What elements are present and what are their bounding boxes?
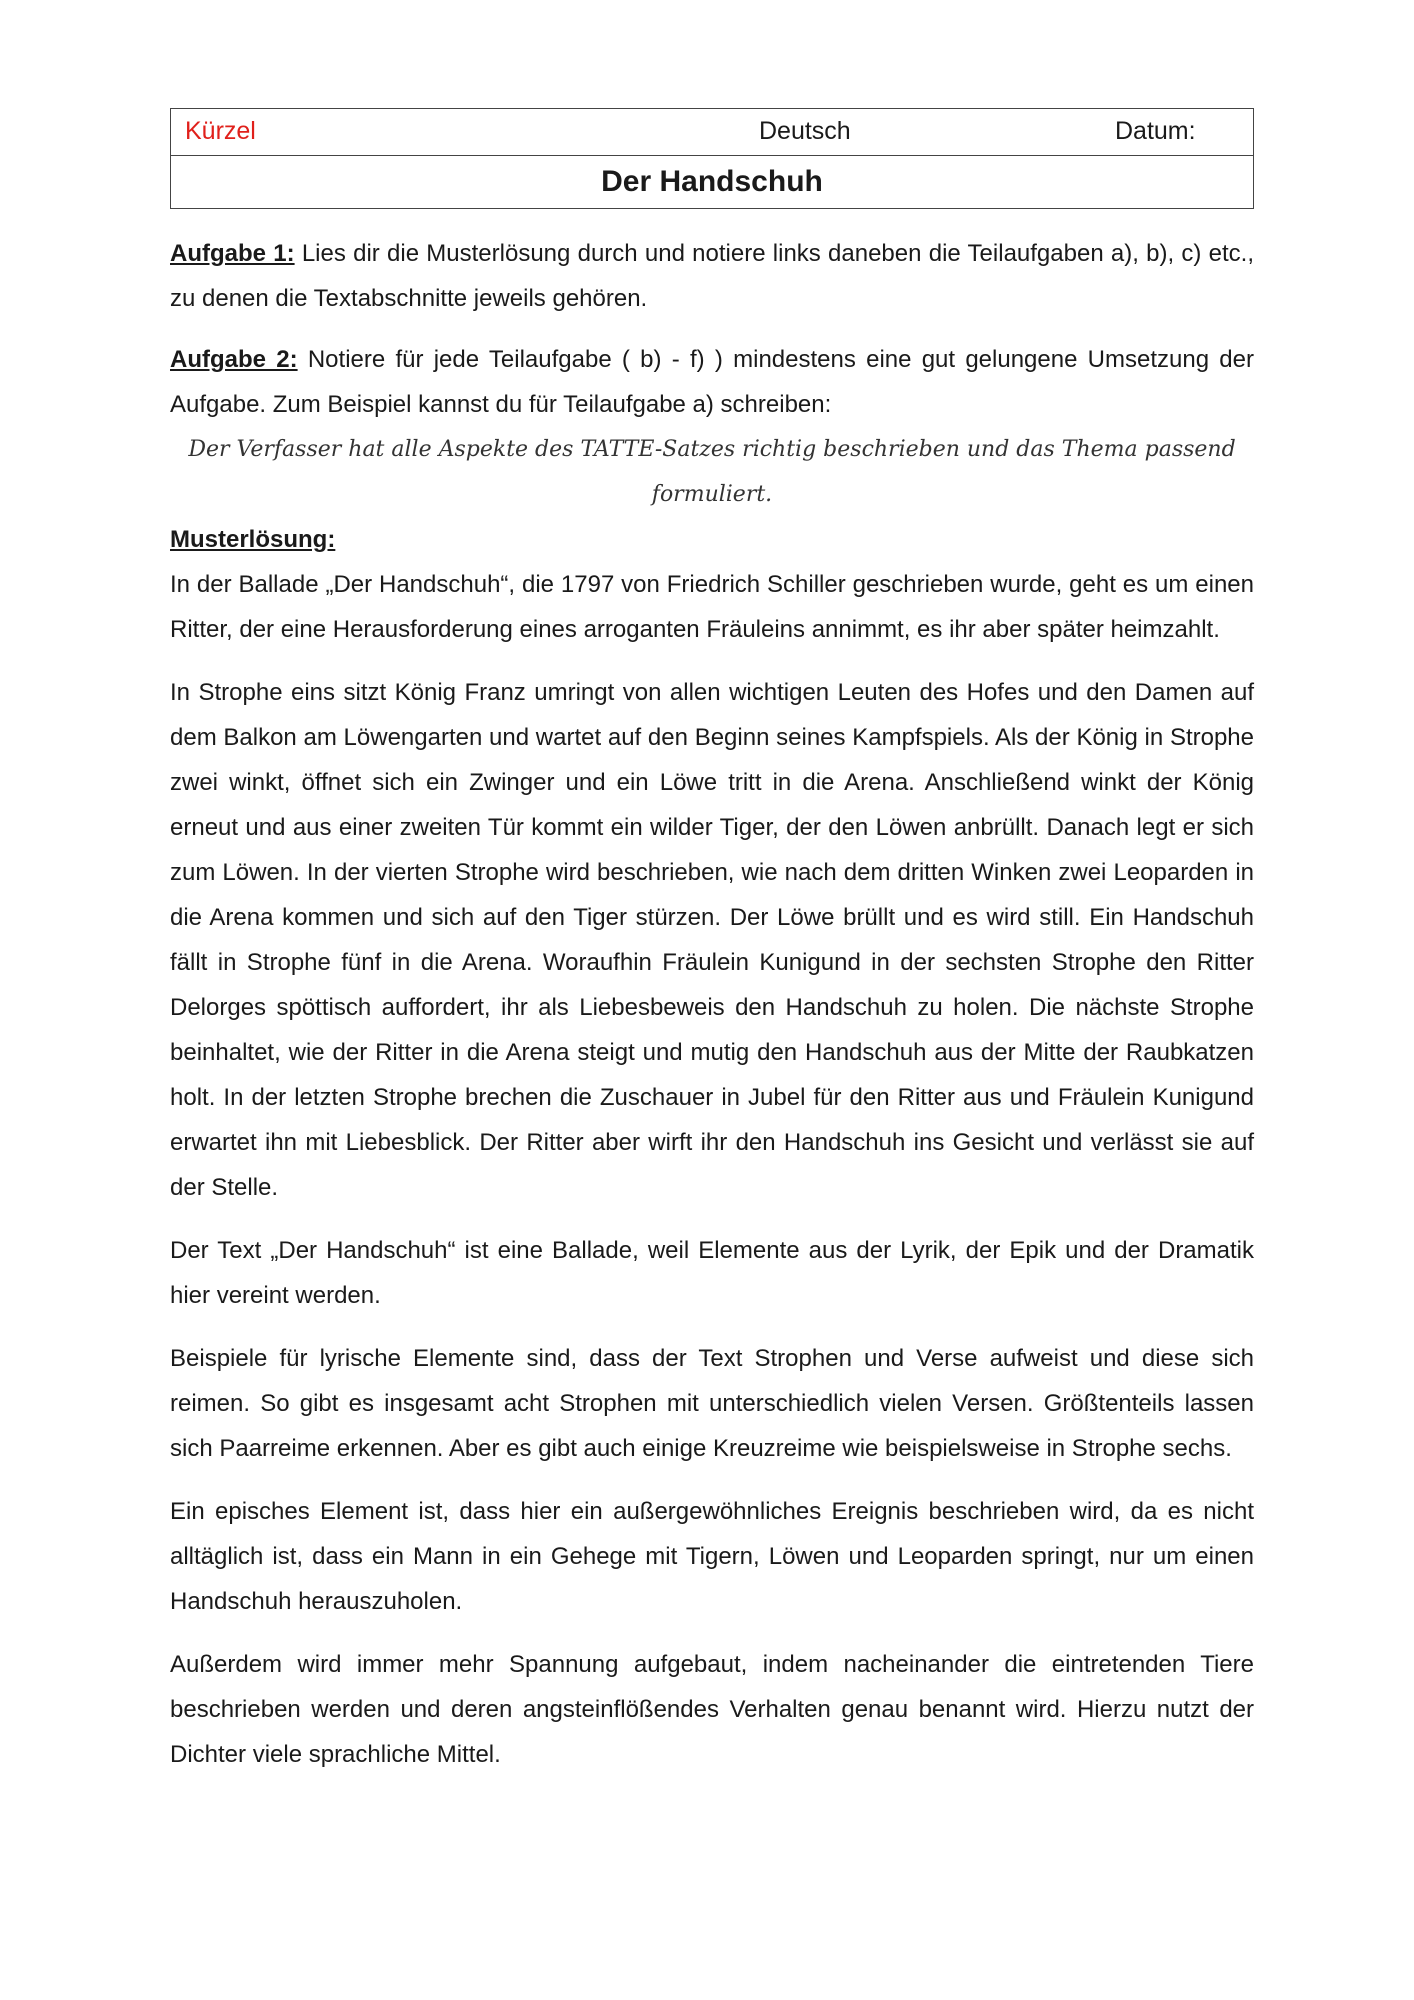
header-info-row (171, 109, 1254, 156)
solution-heading: Musterlösung: (170, 526, 336, 553)
document-title: Der Handschuh (171, 156, 1254, 209)
header-table (170, 108, 1254, 209)
example-answer: Der Verfasser hat alle Aspekte des TATTE-Satzes richtig beschrieben und das Thema passend formuliert. (188, 437, 1236, 507)
task-2 (170, 337, 1254, 427)
task-1-text: Lies dir die Musterlösung durch und notiere links daneben die Teilaufgaben a), b), c) etc., zu denen die Textabschnitte jeweils gehören. (170, 240, 1254, 312)
task-2-text: Notiere für jede Teilaufgabe ( b) - f) ) mindestens eine gut gelungene Umsetzung der Aufgabe. Zum Beispiel kannst du für Teilaufgabe a) schreiben: (170, 346, 1254, 418)
task-1 (170, 231, 1254, 321)
solution-paragraph-tension: Außerdem wird immer mehr Spannung aufgebaut, indem nacheinander die eintretenden Tiere beschrieben werden und deren angsteinflößendes Verhalten genau benannt wird. Hierzu nutzt der Dichter viele sprachliche Mittel. (170, 1651, 1254, 1768)
solution-paragraph-epic: Ein episches Element ist, dass hier ein außergewöhnliches Ereignis beschrieben wird, da es nicht alltäglich ist, dass ein Mann in ein Gehege mit Tigern, Löwen und Leoparden springt, nur um einen Handschuh herauszuholen. (170, 1498, 1254, 1615)
solution-paragraph-summary: In Strophe eins sitzt König Franz umringt von allen wichtigen Leuten des Hofes und den Damen auf dem Balkon am Löwengarten und wartet auf den Beginn seines Kampfspiels. Als der König in Strophe zwei winkt, öffnet sich ein Zwinger und ein Löwe tritt in die Arena. Anschließend winkt der König erneut und aus einer zweiten Tür kommt ein wilder Tiger, der den Löwen anbrüllt. Danach legt er sich zum Löwen. In der vierten Strophe wird beschrieben, wie nach dem dritten Winken zwei Leoparden in die Arena kommen und sich auf den Tiger stürzen. Der Löwe brüllt und es wird still. Ein Handschuh fällt in Strophe fünf in die Arena. Woraufhin Fräulein Kunigund in der sechsten Strophe den Ritter Delorges spöttisch auffordert, ihr als Liebesbeweis den Handschuh zu holen. Die nächste Strophe beinhaltet, wie der Ritter in die Arena steigt und mutig den Handschuh aus der Mitte der Raubkatzen holt. In der letzten Strophe brechen die Zuschauer in Jubel für den Ritter aus und Fräulein Kunigund erwartet ihn mit Liebesblick. Der Ritter aber wirft ihr den Handschuh ins Gesicht und verlässt sie auf der Stelle. (170, 679, 1254, 1201)
kuerzel-label: Kürzel (185, 117, 256, 145)
task-2-label: Aufgabe 2: (170, 346, 298, 373)
solution-paragraph-lyric: Beispiele für lyrische Elemente sind, dass der Text Strophen und Verse aufweist und diese sich reimen. So gibt es insgesamt acht Strophen mit unterschiedlich vielen Versen. Größtenteils lassen sich Paarreime erkennen. Aber es gibt auch einige Kreuzreime wie beispielsweise in Strophe sechs. (170, 1345, 1254, 1462)
worksheet-page (170, 108, 1254, 1777)
subject-label: Deutsch (759, 117, 851, 145)
solution-paragraph-intro: In der Ballade „Der Handschuh“, die 1797 von Friedrich Schiller geschrieben wurde, geht es um einen Ritter, der eine Herausforderung eines arroganten Fräuleins annimmt, es ihr aber später heimzahlt. (170, 571, 1254, 643)
date-label: Datum: (1115, 117, 1196, 145)
solution-paragraph-ballad: Der Text „Der Handschuh“ ist eine Ballade, weil Elemente aus der Lyrik, der Epik und der Dramatik hier vereint werden. (170, 1237, 1254, 1309)
task-1-label: Aufgabe 1: (170, 240, 295, 267)
